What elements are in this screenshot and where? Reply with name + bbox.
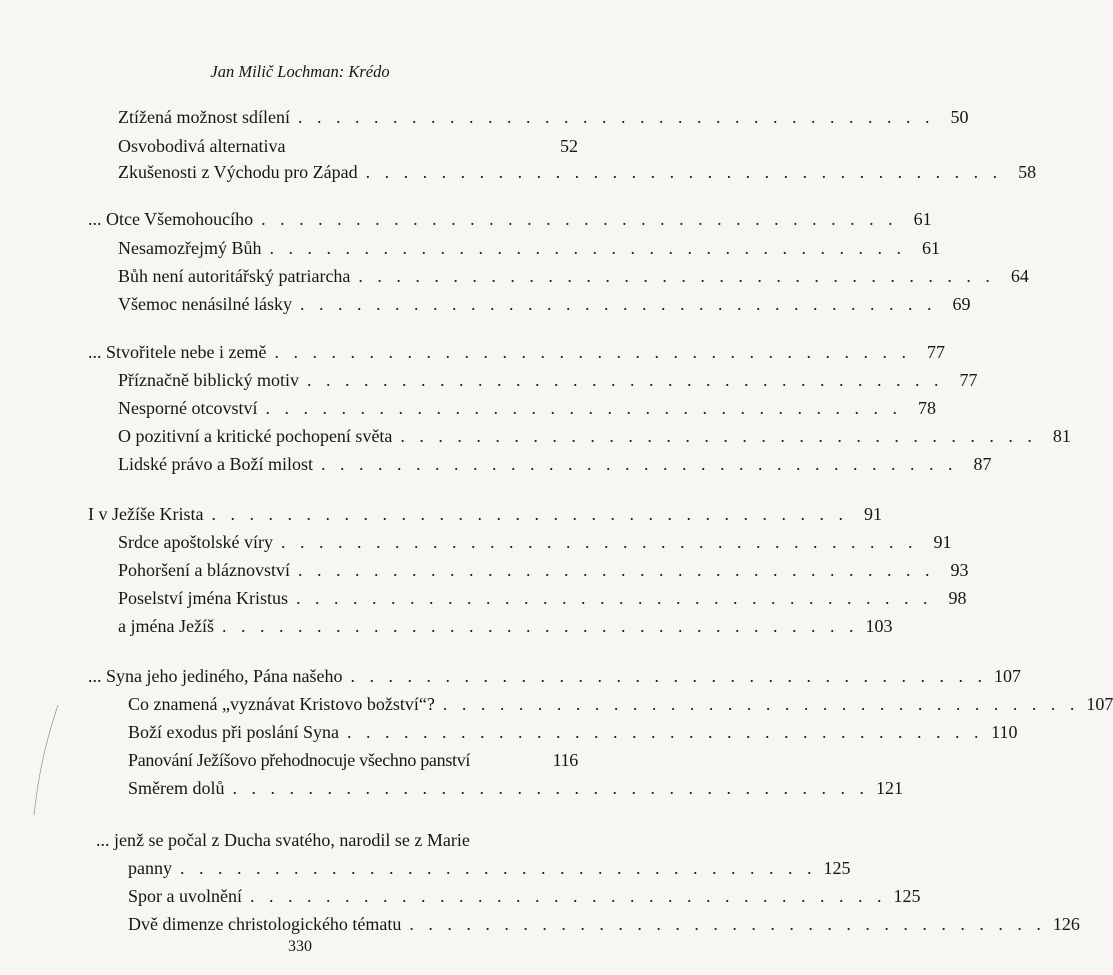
toc-entry-title: Nesamozřejmý Bůh: [118, 238, 262, 258]
toc-section-heading: [88, 502, 882, 526]
pencil-mark-decoration: [28, 700, 68, 820]
toc-entry: [128, 912, 1080, 936]
toc-entry-page: 64: [1010, 266, 1029, 286]
dot-leader: . . . . . . . . . . . . . . . . . . . . . . . . . . . . . . . . . .: [250, 886, 887, 906]
toc-entry-page: 61: [921, 238, 940, 258]
dot-leader: . . . . . . . . . . . . . . . . . . . . . . . . . . . . . . . . . .: [346, 722, 984, 742]
toc-entry-page: 69: [952, 294, 971, 314]
toc-entry: [128, 884, 921, 908]
toc-heading-page: 125: [823, 858, 851, 878]
toc-entry: [118, 160, 1037, 184]
toc-entry: [118, 236, 940, 260]
toc-heading-page: 61: [913, 209, 932, 229]
toc-entry-title: Osvobodivá alternativa: [118, 136, 286, 156]
toc-entry: [118, 558, 969, 582]
toc-entry: [118, 424, 1071, 448]
page-number: 330: [288, 938, 312, 955]
dot-leader: . . . . . . . . . . . . . . . . . . . . . . . . . . . . . . . . . .: [306, 370, 944, 390]
toc-entry-title: Nesporné otcovství: [118, 398, 258, 418]
toc-entry-title: Srdce apoštolské víry: [118, 532, 273, 552]
toc-heading-title-line2: panny: [128, 858, 172, 878]
toc-entry-page: 50: [950, 107, 969, 127]
toc-entry-page: 77: [959, 370, 978, 390]
toc-heading-page: 91: [863, 504, 882, 524]
dot-leader: . . . . . . . . . . . . . . . . . . . . . . . . . . . . . . . . . .: [350, 666, 987, 686]
dot-leader: . . . . . . . . . . . . . . . . . . . . . . . . . . . . . . . . . .: [261, 209, 898, 229]
toc-entry-title: O pozitivní a kritické pochopení světa: [118, 426, 393, 446]
toc-heading-title: ... Stvořitele nebe i země: [88, 342, 267, 362]
toc-entry-title: a jména Ježíš: [118, 616, 214, 636]
toc-entry: [118, 368, 978, 392]
toc-entry-page: 98: [948, 588, 967, 608]
toc-entry-page: 81: [1052, 426, 1071, 446]
toc-entry-page: 93: [950, 560, 969, 580]
toc-section-heading: [88, 664, 1021, 688]
toc-entry: [118, 586, 967, 610]
toc-section-heading: [88, 207, 932, 231]
dot-leader: . . . . . . . . . . . . . . . . . . . . . . . . . . . . . . . . . .: [320, 454, 958, 474]
toc-entry-page: 126: [1052, 914, 1080, 934]
toc-entry-title: Bůh není autoritářský patriarcha: [118, 266, 351, 286]
toc-entry-title: Příznačně biblický motiv: [118, 370, 299, 390]
toc-entry: [118, 264, 1029, 288]
toc-entry-title: Poselství jména Kristus: [118, 588, 288, 608]
toc-heading-page: 77: [926, 342, 945, 362]
toc-entry: [128, 692, 1113, 716]
toc-entry-page: 116: [552, 750, 578, 770]
toc-entry-page: 58: [1018, 162, 1037, 182]
toc-entry: [118, 614, 893, 638]
toc-entry-title: Lidské právo a Boží milost: [118, 454, 313, 474]
dot-leader: . . . . . . . . . . . . . . . . . . . . . . . . . . . . . . . . . .: [280, 532, 918, 552]
dot-leader: . . . . . . . . . . . . . . . . . . . . . . . . . . . . . . . . . .: [365, 162, 1003, 182]
toc-entry-page: 103: [865, 616, 893, 636]
running-header: Jan Milič Lochman: Krédo: [210, 62, 390, 81]
toc-entry-title: Boží exodus při poslání Syna: [128, 722, 339, 742]
toc-entry: [128, 720, 1018, 744]
toc-entry-page: 52: [560, 136, 578, 156]
dot-leader: . . . . . . . . . . . . . . . . . . . . . . . . . . . . . . . . . .: [274, 342, 911, 362]
toc-entry-page: 110: [991, 722, 1018, 742]
dot-leader: . . . . . . . . . . . . . . . . . . . . . . . . . . . . . . . . . .: [296, 588, 933, 608]
toc-entry-page: 121: [876, 778, 903, 798]
toc-entry: [118, 134, 578, 158]
toc-entry-title: Dvě dimenze christologického tématu: [128, 914, 402, 934]
toc-entry-page: 125: [893, 886, 921, 906]
toc-entry: [128, 776, 903, 800]
toc-entry: [118, 452, 992, 476]
dot-leader: . . . . . . . . . . . . . . . . . . . . . . . . . . . . . . . . . .: [211, 504, 848, 524]
dot-leader: . . . . . . . . . . . . . . . . . . . . . . . . . . . . . . . . . .: [442, 694, 1080, 714]
toc-entry: [128, 748, 578, 772]
dot-leader: . . . . . . . . . . . . . . . . . . . . . . . . . . . . . . . . . .: [299, 294, 937, 314]
toc-entry: [118, 530, 952, 554]
toc-entry-page: 87: [973, 454, 992, 474]
dot-leader: . . . . . . . . . . . . . . . . . . . . . . . . . . . . . . . . . .: [221, 616, 859, 636]
dot-leader: . . . . . . . . . . . . . . . . . . . . . . . . . . . . . . . . . .: [409, 914, 1046, 934]
toc-entry-page: 91: [933, 532, 952, 552]
dot-leader: . . . . . . . . . . . . . . . . . . . . . . . . . . . . . . . . . .: [297, 107, 935, 127]
toc-entry-title: Panování Ježíšovo přehodnocuje všechno panství: [128, 750, 471, 770]
toc-heading-title-line1: ... jenž se počal z Ducha svatého, narodil se z Marie: [96, 830, 470, 850]
toc-section-heading: [88, 340, 945, 364]
toc-entry-title: Zkušenosti z Východu pro Západ: [118, 162, 358, 182]
toc-entry-page: 78: [917, 398, 936, 418]
toc-heading-page: 107: [993, 666, 1021, 686]
toc-entry: [118, 105, 969, 129]
toc-entry-title: Všemoc nenásilné lásky: [118, 294, 292, 314]
toc-entry-title: Spor a uvolnění: [128, 886, 242, 906]
toc-heading-title: I v Ježíše Krista: [88, 504, 204, 524]
toc-entry-page: 107: [1086, 694, 1113, 714]
dot-leader: . . . . . . . . . . . . . . . . . . . . . . . . . . . . . . . . . .: [265, 398, 902, 418]
toc-section-heading: [128, 856, 851, 880]
toc-entry: [118, 396, 936, 420]
toc-entry-title: Ztížená možnost sdílení: [118, 107, 290, 127]
dot-leader: . . . . . . . . . . . . . . . . . . . . . . . . . . . . . . . . . .: [232, 778, 869, 798]
dot-leader: . . . . . . . . . . . . . . . . . . . . . . . . . . . . . . . . . .: [297, 560, 935, 580]
toc-heading-title: ... Syna jeho jediného, Pána našeho: [88, 666, 343, 686]
dot-leader: . . . . . . . . . . . . . . . . . . . . . . . . . . . . . . . . . .: [358, 266, 995, 286]
toc-entry: [118, 292, 971, 316]
toc-entry-title: Směrem dolů: [128, 778, 225, 798]
dot-leader: . . . . . . . . . . . . . . . . . . . . . . . . . . . . . . . . . .: [400, 426, 1037, 446]
toc-entry-title: Pohoršení a bláznovství: [118, 560, 290, 580]
toc-heading-title: ... Otce Všemohoucího: [88, 209, 254, 229]
toc-entry-title: Co znamená „vyznávat Kristovo božství“?: [128, 694, 435, 714]
dot-leader: . . . . . . . . . . . . . . . . . . . . . . . . . . . . . . . . . .: [269, 238, 906, 258]
dot-leader: . . . . . . . . . . . . . . . . . . . . . . . . . . . . . . . . . .: [180, 858, 817, 878]
